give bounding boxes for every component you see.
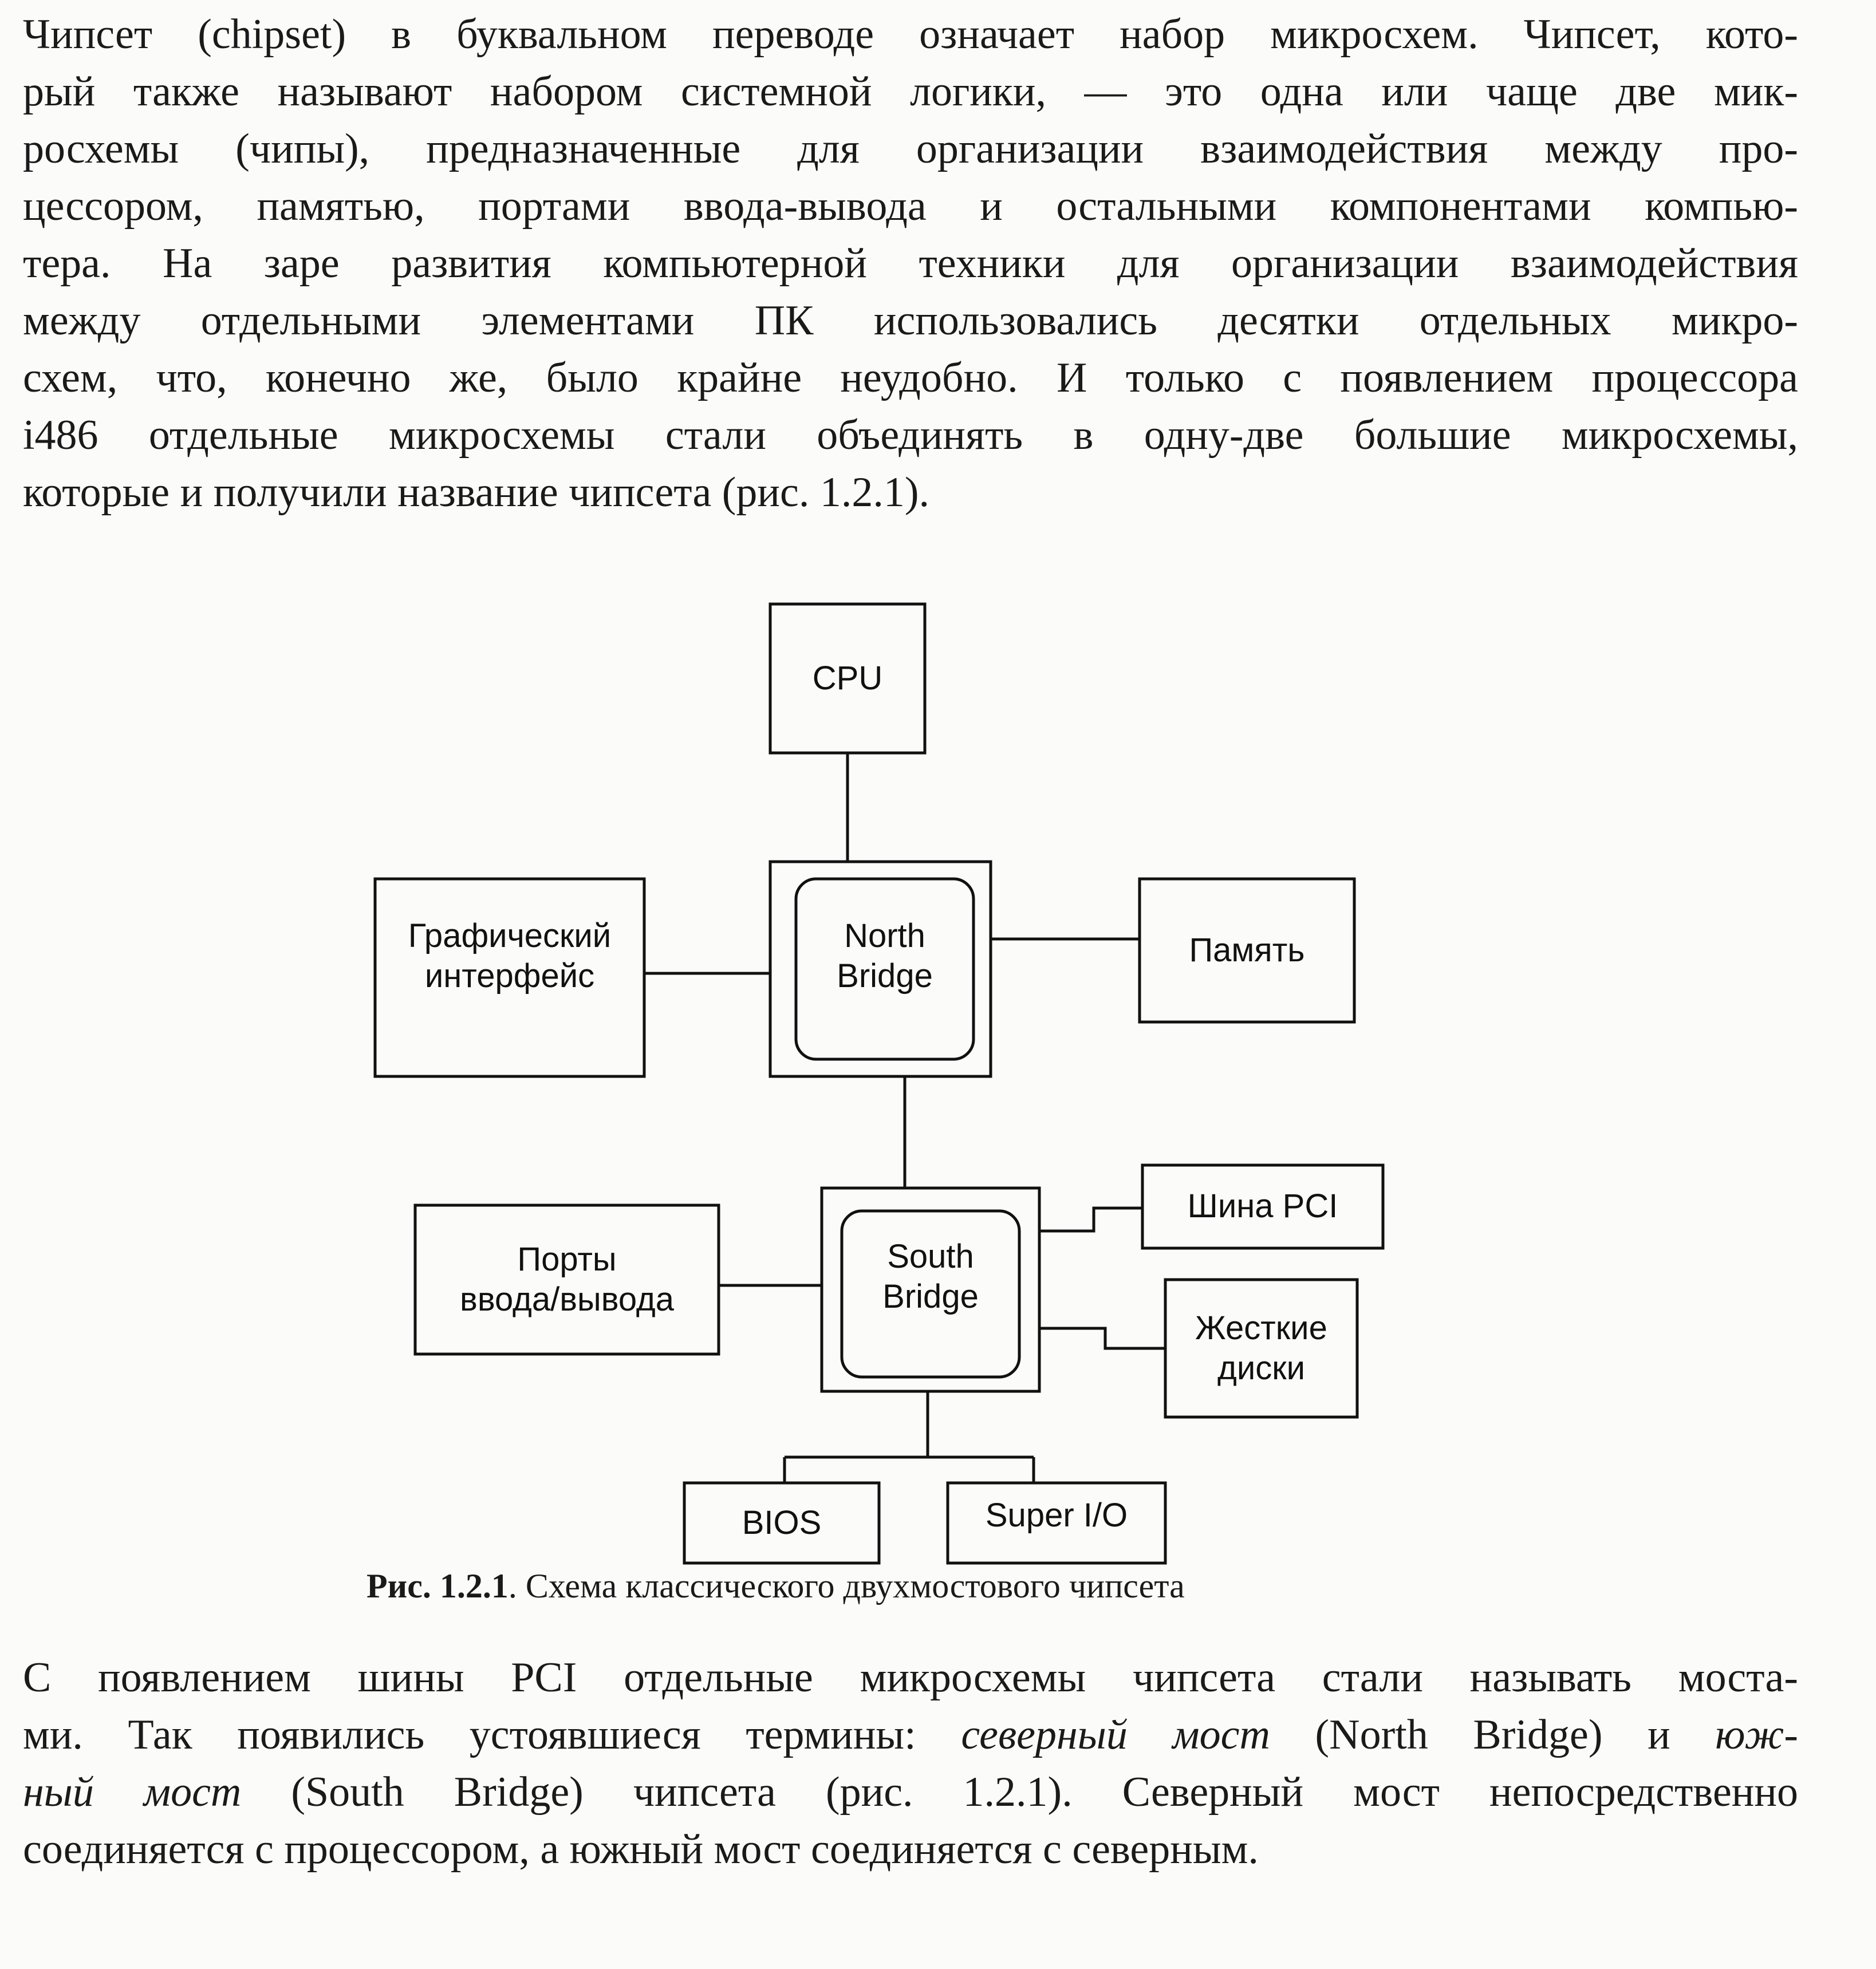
hdd-label: [1165, 1308, 1357, 1388]
text-line: [23, 1706, 1798, 1763]
text-line: цессором, памятью, портами ввода-вывода и остальными компонентами компью-: [23, 183, 1798, 230]
term-south-bridge-part2: ный мост: [23, 1769, 242, 1816]
graphics-label: [375, 916, 644, 996]
cpu-label: CPU: [812, 660, 883, 697]
north-bridge-label-line1: North: [844, 917, 925, 954]
text-line: соединяется с процессором, а южный мост соединяется с северным.: [23, 1826, 1259, 1873]
term-north-bridge: северный мост: [961, 1711, 1270, 1758]
text-run: (North Bridge) и: [1270, 1711, 1716, 1758]
figure-number: Рис. 1.2.1: [366, 1567, 509, 1605]
text-line: тера. На заре развития компьютерной техники для организации взаимодействия: [23, 240, 1798, 287]
ports-label-line1: Порты: [517, 1241, 617, 1278]
intro-paragraph: [23, 6, 1798, 521]
text-line: между отдельными элементами ПК использовались десятки отдельных микро-: [23, 297, 1798, 344]
north-bridge-label: [796, 916, 974, 996]
graphics-box: [375, 879, 644, 1076]
text-line: которые и получили название чипсета (рис. 1.2.1).: [23, 469, 930, 516]
text-line: Чипсет (chipset) в буквальном переводе означает набор микросхем. Чипсет, кото-: [23, 11, 1798, 58]
text-line: [23, 1763, 1798, 1821]
hdd-label-line1: Жесткие: [1195, 1309, 1327, 1347]
text-run: ми. Так появились устоявшиеся термины:: [23, 1711, 961, 1758]
ports-label: [415, 1240, 719, 1320]
pci-box: [1142, 1165, 1383, 1248]
graphics-label-line1: Графический: [408, 917, 612, 954]
hdd-label-line2: диски: [1217, 1350, 1305, 1387]
cpu-box: [770, 604, 925, 753]
memory-box: [1140, 879, 1354, 1022]
bios-label: BIOS: [742, 1504, 822, 1541]
graphics-label-line2: интерфейс: [424, 957, 595, 995]
text-line: С появлением шины PCI отдельные микросхемы чипсета стали называть моста-: [23, 1654, 1798, 1701]
south-bridge-label-line2: Bridge: [882, 1278, 979, 1315]
south-bridge-inner: [842, 1211, 1019, 1377]
pci-bus-label: Шина PCI: [1187, 1187, 1338, 1225]
term-south-bridge-part1: юж-: [1715, 1711, 1798, 1758]
south-bridge-label-line1: South: [887, 1238, 974, 1275]
south-hdd-link: [1039, 1328, 1165, 1348]
bridges-paragraph: [23, 1649, 1798, 1878]
ports-label-line2: ввода/вывода: [460, 1281, 674, 1318]
north-bridge-label-line2: Bridge: [837, 957, 933, 995]
ports-box: [415, 1205, 719, 1354]
bios-box: [684, 1483, 879, 1563]
figure-caption: [366, 1563, 1185, 1609]
north-bridge-inner: [796, 879, 974, 1059]
text-line: рый также называют набором системной логики, — это одна или чаще две мик-: [23, 68, 1798, 115]
text-line: росхемы (чипы), предназначенные для организации взаимодействия между про-: [23, 125, 1798, 172]
memory-label: Память: [1189, 932, 1305, 969]
text-line: схем, что, конечно же, было крайне неудобно. И только с появлением процессора: [23, 354, 1798, 401]
hdd-box: [1165, 1280, 1357, 1417]
north-bridge-outer: [770, 862, 991, 1076]
text-run: (South Bridge) чипсета (рис. 1.2.1). Северный мост непосредственно: [241, 1769, 1798, 1816]
superio-label: Super I/O: [985, 1497, 1128, 1534]
south-bridge-outer: [822, 1188, 1039, 1391]
text-line: i486 отдельные микросхемы стали объединять в одну-две большие микросхемы,: [23, 412, 1798, 459]
south-pci-link: [1039, 1208, 1142, 1231]
figure-caption-text: . Схема классического двухмостового чипсета: [508, 1567, 1185, 1605]
south-bridge-label: [842, 1237, 1019, 1317]
superio-box: [948, 1483, 1165, 1563]
